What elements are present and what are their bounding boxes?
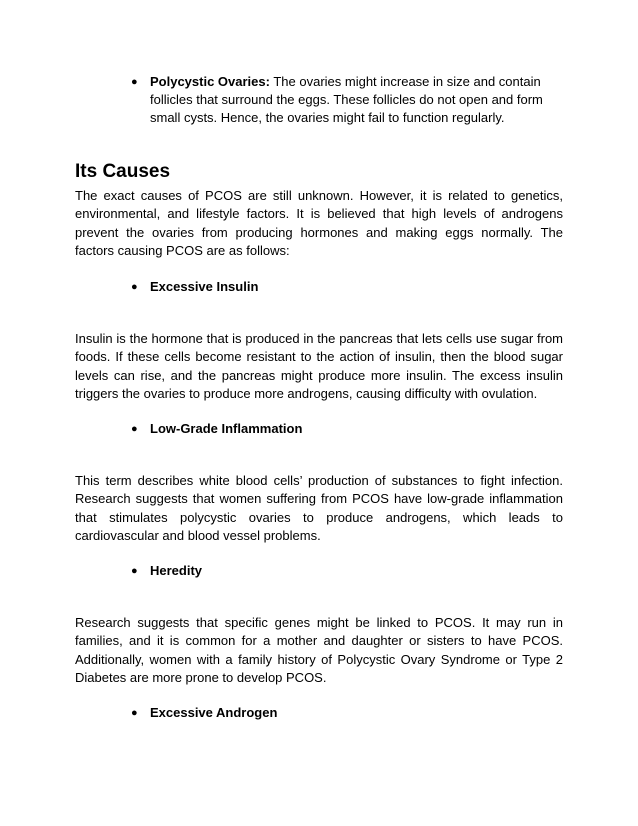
bullet-polycystic-ovaries <box>131 73 563 127</box>
cause-title: Excessive Androgen <box>150 705 278 720</box>
bullet-dot-icon: ● <box>131 565 138 577</box>
cause-description-heredity: Research suggests that specific genes might be linked to PCOS. It may run in families, and it is common for a mother and daughter or sisters to have PCOS. Additionally, women with a family history of Polycystic Ovary Syndrome or Type 2 Diabetes are more prone to develop PCOS. <box>75 615 563 685</box>
bullet-text <box>150 73 563 127</box>
bullet-dot-icon: ● <box>131 707 138 719</box>
bullet-dot-icon: ● <box>131 423 138 435</box>
cause-title: Excessive Insulin <box>150 279 259 294</box>
bullet-dot-icon: ● <box>131 76 138 88</box>
cause-bullet-excessive-androgen <box>131 704 563 722</box>
section-intro-paragraph: The exact causes of PCOS are still unknown. However, it is related to genetics, environmental, and lifestyle factors. It is believed that high levels of androgens prevent the ovaries from producing hormones and making eggs normally. The factors causing PCOS are as follows: <box>75 188 563 258</box>
cause-bullet-heredity <box>131 562 563 580</box>
cause-title: Low-Grade Inflammation <box>150 421 303 436</box>
cause-description-excessive-insulin: Insulin is the hormone that is produced in the pancreas that lets cells use sugar from foods. If these cells become resistant to the action of insulin, then the blood sugar levels can rise, and the pancreas might produce more insulin. The excess insulin triggers the ovaries to produce more androgens, causing difficulty with ovulation. <box>75 331 563 401</box>
bullet-dot-icon: ● <box>131 281 138 293</box>
section-heading: Its Causes <box>75 161 171 182</box>
cause-description-low-grade-inflammation: This term describes white blood cells’ production of substances to fight infection. Research suggests that women suffering from PCOS have low-grade inflammation that stimulates polycystic ovaries to produce androgens, which leads to cardiovascular and blood vessel problems. <box>75 473 563 543</box>
cause-bullet-excessive-insulin <box>131 278 563 296</box>
cause-bullet-low-grade-inflammation <box>131 420 563 438</box>
bullet-label: Polycystic Ovaries: <box>150 74 270 89</box>
bullet-body: The ovaries might increase in size and contain follicles that surround the eggs. These follicles do not open and form small cysts. Hence, the ovaries might fail to function regularly. <box>150 74 543 125</box>
cause-title: Heredity <box>150 563 203 578</box>
